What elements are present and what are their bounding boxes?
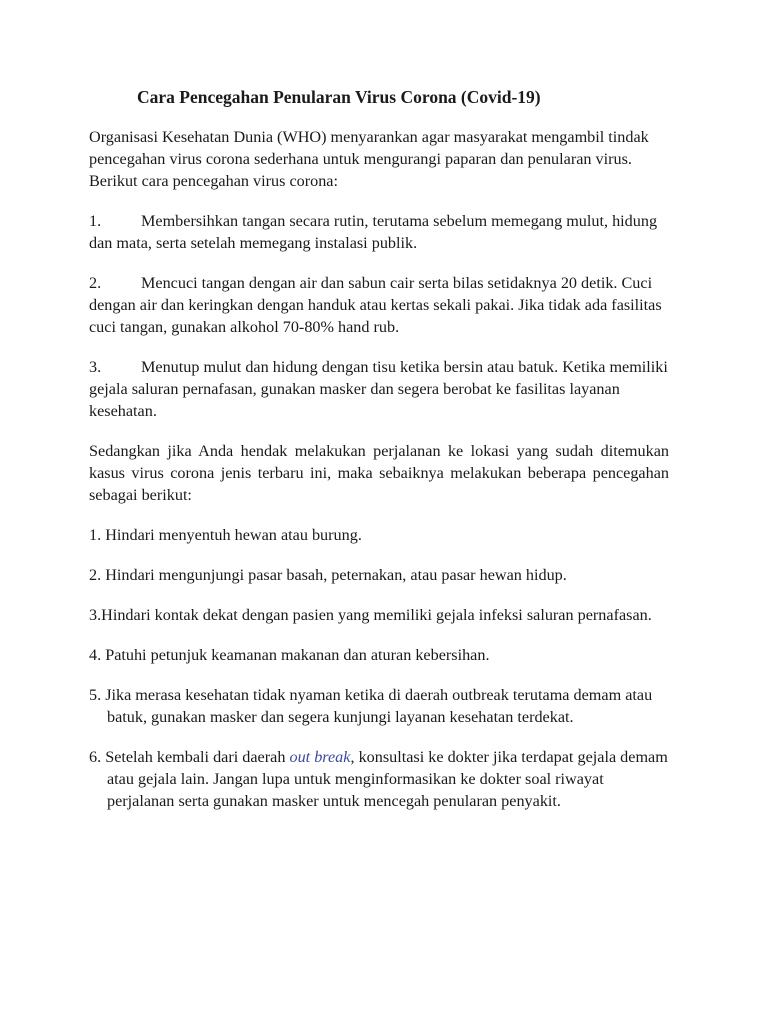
intro-followup: Berikut cara pencegahan virus corona: [89, 172, 338, 190]
travel-item-1: 1. Hindari menyentuh hewan atau burung. [89, 526, 362, 544]
travel-item-4: 4. Patuhi petunjuk keamanan makanan dan aturan kebersihan. [89, 646, 490, 664]
item6-lead: 6. Setelah kembali dari daerah [89, 748, 290, 766]
outbreak-emphasis: out break [289, 748, 351, 766]
step-text: Menutup mulut dan hidung dengan tisu ketika bersin atau batuk. Ketika memiliki gejala saluran pernafasan, gunakan masker dan segera berobat ke fasilitas layanan kesehatan. [89, 358, 668, 420]
travel-intro-paragraph: Sedangkan jika Anda hendak melakukan perjalanan ke lokasi yang sudah ditemukan kasus virus corona jenis terbaru ini, maka sebaiknya melakukan beberapa pencegahan sebagai berikut: [89, 442, 669, 504]
travel-item-3: 3.Hindari kontak dekat dengan pasien yang memiliki gejala infeksi saluran pernafasan. [89, 606, 652, 624]
item6-rest: , konsultasi ke dokter jika terdapat gejala demam atau gejala lain. Jangan lupa untuk menginformasikan ke dokter soal riwayat perjalanan serta gunakan masker untuk mencegah penularan penyakit. [107, 748, 668, 810]
step-text: Mencuci tangan dengan air dan sabun cair serta bilas setidaknya 20 detik. Cuci dengan air dan keringkan dengan handuk atau kertas sekali pakai. Jika tidak ada fasilitas cuci tangan, gunakan alkohol 70-80% hand rub. [89, 274, 662, 336]
step-text: Membersihkan tangan secara rutin, terutama sebelum memegang mulut, hidung dan mata, serta setelah memegang instalasi publik. [89, 212, 658, 252]
step-1 [89, 210, 669, 254]
step-number: 3. [89, 358, 102, 376]
step-number: 2. [89, 274, 102, 292]
document-body [89, 86, 669, 812]
travel-item-5: 5. Jika merasa kesehatan tidak nyaman ketika di daerah outbreak terutama demam atau batuk, gunakan masker dan segera kunjungi layanan kesehatan terdekat. [89, 686, 653, 726]
step-3 [89, 356, 669, 422]
step-2 [89, 272, 669, 338]
travel-item-2: 2. Hindari mengunjungi pasar basah, peternakan, atau pasar hewan hidup. [89, 566, 567, 584]
document-title: Cara Pencegahan Penularan Virus Corona (Covid-19) [137, 87, 541, 107]
intro-paragraph: Organisasi Kesehatan Dunia (WHO) menyarankan agar masyarakat mengambil tindak pencegahan virus corona sederhana untuk mengurangi paparan dan penularan virus. [89, 128, 649, 168]
step-number: 1. [89, 212, 102, 230]
travel-item-6 [89, 746, 669, 812]
